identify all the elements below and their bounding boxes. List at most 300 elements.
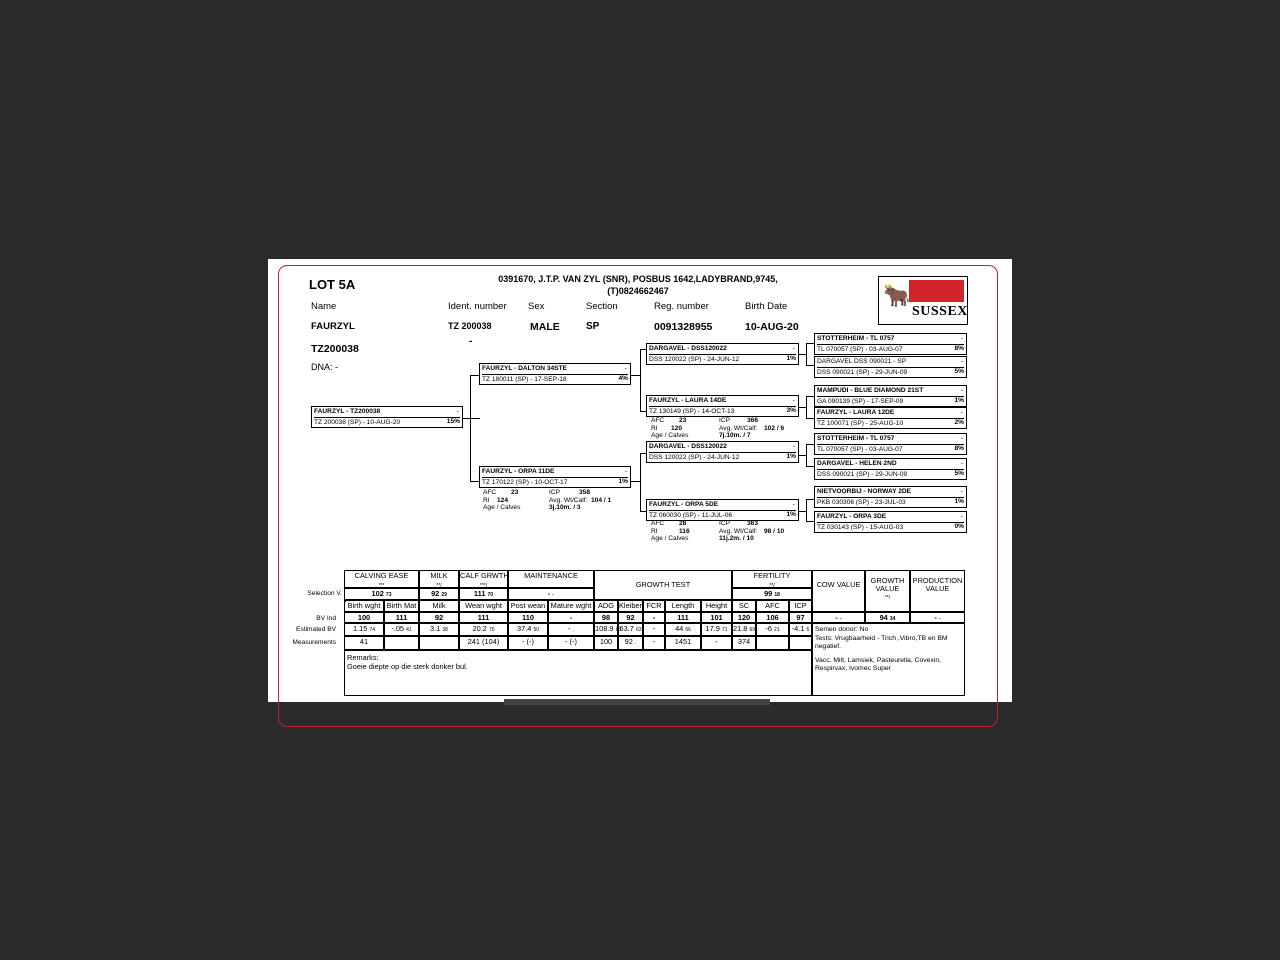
pedigree-pct: 8% — [954, 445, 964, 452]
pedigree-sire-dam — [646, 395, 799, 417]
header-reg: Reg. number — [654, 301, 709, 312]
animal-birth: 10-AUG-20 — [745, 321, 799, 333]
connector-line — [806, 521, 814, 522]
group-calf-growth — [459, 570, 508, 588]
group-title: GROWTH TEST — [635, 580, 691, 589]
ebv-value: 37.4 — [516, 624, 532, 633]
pedigree-pct: 1% — [954, 498, 964, 505]
vaccination-text: Vacc. Milt, Lamsiek, Pasteurella, Covexin, Respirvax, Ivomec Super — [815, 656, 942, 672]
stat-afc-value: 23 — [511, 489, 519, 496]
selection-sub: 70 — [487, 592, 494, 598]
pedigree-dash: - — [960, 460, 963, 467]
stat-avg-value: 104 / 1 — [591, 496, 612, 504]
pedigree-pct: 1% — [786, 453, 796, 460]
ebv-cell-4 — [508, 623, 548, 636]
selection-value: 92 — [431, 589, 440, 598]
ebv-cell-5 — [548, 623, 594, 636]
pedigree-dash: - — [960, 409, 963, 416]
ebv-value: 20.2 — [472, 624, 487, 633]
pedigree-name: FAURZYL - LAURA 12DE — [817, 409, 895, 416]
meas-cell-1 — [384, 636, 419, 650]
ebv-value: -6 — [765, 624, 772, 633]
stat-avg-label: Avg. Wt/Calf: — [719, 527, 758, 535]
pedigree-pct: 4% — [618, 375, 628, 382]
group-stars: ***/ — [479, 583, 488, 589]
pedigree-pct: 1% — [954, 397, 964, 404]
ebv-sub: 6 — [806, 627, 810, 633]
ebv-value: 21.8 — [733, 624, 748, 633]
meas-cell-5 — [548, 636, 594, 650]
selection-value: 111 — [473, 589, 486, 598]
stat-age-label: Age / Calves — [651, 432, 689, 440]
group-growth-value — [865, 570, 910, 612]
bull-head-icon: 🐂 — [883, 283, 911, 308]
bv-cell-5: - — [548, 612, 594, 623]
bottom-strip — [504, 699, 770, 705]
connector-line — [806, 418, 814, 419]
pedigree-self — [311, 406, 463, 428]
ebv-cell-11 — [732, 623, 756, 636]
ebv-value: 3.1 — [430, 624, 441, 633]
ebv-cell-3 — [459, 623, 508, 636]
ebv-cell-13 — [789, 623, 812, 636]
pedigree-ggp-4 — [814, 407, 967, 429]
selection-calving — [344, 588, 419, 600]
cow-value-cell — [812, 612, 865, 623]
pedigree-detail: TZ 130149 (SP) - 14-OCT-13 — [649, 406, 796, 417]
stat-icp-value: 358 — [579, 489, 591, 496]
meas-value: - (-) — [522, 637, 534, 646]
pedigree-dash: - — [960, 387, 963, 394]
connector-line — [462, 418, 480, 419]
pedigree-detail: TZ 200038 (SP) - 10-AUG-20 — [314, 417, 460, 428]
pedigree-dash: - — [792, 443, 795, 450]
stat-age-value: 7j.10m. / 7 — [719, 432, 751, 440]
remarks-box — [344, 650, 812, 696]
group-title: CALF GRWTH — [460, 571, 509, 580]
group-calving-ease — [344, 570, 419, 588]
pedigree-detail: TZ 100071 (SP) - 25-AUG-10 — [817, 418, 964, 429]
stat-icp-label: ICP — [549, 489, 560, 496]
col-header-11: SC — [732, 600, 756, 612]
pedigree-ggp-5 — [814, 433, 967, 455]
connector-line — [470, 375, 471, 481]
selection-sub: - — [552, 592, 555, 598]
meas-value: - (-) — [565, 637, 577, 646]
ebv-sub: 63 — [635, 627, 642, 633]
header-section: Section — [586, 301, 618, 312]
connector-line — [640, 349, 641, 411]
pedigree-dash: - — [960, 513, 963, 520]
pedigree-pct: 3% — [786, 407, 796, 414]
pedigree-detail: TZ 170122 (SP) - 10-OCT-17 — [482, 477, 628, 488]
meas-cell-6 — [594, 636, 618, 650]
stat-ri-value: 116 — [679, 527, 690, 535]
pedigree-name: DARGAVEL - DSS120022 — [649, 443, 727, 450]
stat-age-value: 11j.2m. / 10 — [719, 535, 754, 543]
stat-ri-value: 124 — [497, 496, 509, 504]
pedigree-dash: - — [624, 365, 627, 372]
pedigree-pct: 1% — [786, 355, 796, 362]
animal-section: SP — [586, 321, 600, 332]
col-header-6: ADG — [594, 600, 618, 612]
connector-line — [806, 365, 814, 366]
col-header-8: FCR — [643, 600, 665, 612]
stat-icp-label: ICP — [719, 417, 730, 424]
ebv-cell-9 — [665, 623, 701, 636]
meas-sub: . — [634, 640, 637, 646]
connector-line — [806, 444, 814, 445]
owner-line-1: 0391670, J.T.P. VAN ZYL (SNR), POSBUS 1642,LADYBRAND,9745, — [498, 274, 778, 284]
stat-icp-label: ICP — [719, 520, 730, 527]
bv-cell-9: 111 — [665, 612, 701, 623]
col-header-1: Birth Mat — [384, 600, 419, 612]
stat-afc-label: AFC — [651, 417, 665, 424]
dam-stats — [483, 489, 623, 513]
cow-value-sub: - — [839, 616, 842, 622]
owner-line-2: (T)0824662467 — [607, 286, 669, 296]
sussex-logo — [878, 276, 968, 325]
connector-line — [806, 499, 807, 521]
ebv-sub: 50 — [533, 627, 539, 633]
pedigree-detail: TZ 060030 (SP) - 11-JUL-06 — [649, 510, 796, 521]
pedigree-dash: - — [456, 408, 459, 415]
tests-text: Tests: Vrugbaarheid - Trich ,Vibro,TB en BM negatief. — [815, 634, 948, 650]
group-stars: **/ — [769, 583, 775, 589]
production-value-sub: - — [938, 616, 941, 622]
ebv-cell-7 — [615, 623, 643, 636]
pedigree-name: FAURZYL - ORPA 5DE — [649, 501, 719, 508]
stat-afc-value: 28 — [679, 520, 687, 527]
animal-ident: TZ 200038 — [448, 321, 492, 331]
ebv-value: 1.15 — [352, 624, 368, 633]
ebv-sub: 38 — [442, 627, 448, 633]
selection-value: - — [547, 589, 551, 598]
stat-age-value: 3j.10m. / 3 — [549, 504, 581, 512]
group-production-value — [910, 570, 965, 612]
ebv-value: 44 — [675, 624, 684, 633]
pedigree-pct: 2% — [954, 419, 964, 426]
notes-box — [812, 623, 965, 696]
remarks-text: Goeie diepte op die sterk donker bul. — [347, 662, 468, 671]
bv-cell-11: 120 — [732, 612, 756, 623]
pedigree-dash: - — [792, 397, 795, 404]
ebv-value: -4.1 — [791, 624, 805, 633]
selection-maint — [508, 588, 594, 600]
meas-value: - — [652, 637, 656, 646]
ebv-value: - — [652, 624, 656, 633]
connector-line — [798, 511, 806, 512]
meas-value: 41 — [359, 637, 369, 646]
pedigree-detail: DSS 090021 (SP) - 29-JUN-09 — [817, 367, 964, 378]
stat-ri-value: 120 — [671, 424, 683, 432]
selection-milk — [419, 588, 459, 600]
group-stars: *** — [378, 583, 385, 589]
stat-afc-label: AFC — [483, 489, 497, 496]
col-header-13: ICP — [789, 600, 812, 612]
pedigree-name: FAURZYL - ORPA 11DE — [482, 468, 555, 475]
pedigree-pct: 5% — [954, 470, 964, 477]
pedigree-ggp-2 — [814, 356, 967, 378]
pedigree-name: STOTTERHEIM - TL 0757 — [817, 435, 895, 442]
bv-cell-7: 92 — [618, 612, 643, 623]
row-label-ebv: Estimated BV — [296, 626, 336, 633]
ebv-value: 108.9 — [595, 624, 614, 633]
group-title: FERTILITY — [753, 571, 791, 580]
col-header-2: Milk — [419, 600, 459, 612]
animal-name: FAURZYL — [311, 321, 355, 332]
pedigree-detail: DSS 120022 (SP) - 24-JUN-12 — [649, 452, 796, 463]
pedigree-name: FAURZYL - ORPA 3DE — [817, 513, 887, 520]
ebv-sub: 66 — [685, 627, 691, 633]
meas-cell-0 — [344, 636, 384, 650]
pedigree-dash: - — [960, 435, 963, 442]
meas-value: 100 — [599, 637, 613, 646]
selection-sub: 29 — [441, 592, 447, 598]
bv-cell-13: 97 — [789, 612, 812, 623]
group-maintenance — [508, 570, 594, 588]
ebv-cell-12 — [756, 623, 789, 636]
stat-age-label: Age / Calves — [483, 504, 521, 512]
group-title: PRODUCTION VALUE — [912, 576, 963, 593]
meas-value: - — [715, 637, 718, 646]
owner-info — [468, 273, 808, 297]
logo-text: SUSSEX — [912, 304, 968, 319]
pedigree-dash: - — [960, 358, 963, 365]
ebv-cell-1 — [384, 623, 419, 636]
pedigree-name: FAURZYL - LAURA 14DE — [649, 397, 727, 404]
sire-dam-stats — [651, 417, 796, 441]
meas-value: 374 — [737, 637, 751, 646]
growth-value-sub: 34 — [889, 616, 896, 622]
pedigree-name: DARGAVEL - HELEN 2ND — [817, 460, 897, 467]
connector-line — [630, 375, 640, 376]
group-milk — [419, 570, 459, 588]
group-title: CALVING EASE — [354, 571, 409, 580]
pedigree-ggp-8 — [814, 511, 967, 533]
bv-cell-0: 100 — [344, 612, 384, 623]
group-cow-value — [812, 570, 865, 612]
meas-value: 241 (104) — [467, 637, 500, 646]
selection-value: 102 — [371, 589, 384, 598]
ebv-sub: 74 — [369, 627, 375, 633]
connector-line — [806, 396, 814, 397]
connector-line — [806, 444, 807, 466]
lot-number: LOT 5A — [309, 277, 356, 292]
connector-line — [630, 481, 640, 482]
pedigree-detail: GA 090139 (SP) - 17-SEP-09 — [817, 396, 964, 407]
pedigree-sire-sire — [646, 343, 799, 365]
pedigree-name: DARGAVEL - DSS120022 — [649, 345, 727, 352]
connector-line — [798, 455, 806, 456]
pedigree-sheet — [268, 259, 1012, 702]
pedigree-dash: - — [792, 501, 795, 508]
meas-value: 1451 — [674, 637, 692, 646]
animal-dna: DNA: - — [311, 362, 338, 372]
ebv-sub: 69 — [749, 627, 756, 633]
selection-fert — [732, 588, 812, 600]
connector-line — [798, 354, 806, 355]
group-title: MILK — [430, 571, 448, 580]
ebv-sub: 71 — [721, 627, 728, 633]
stat-ri-label: RI — [651, 424, 658, 432]
ebv-value: 17.9 — [705, 624, 720, 633]
header-birth: Birth Date — [745, 301, 788, 312]
meas-value: 92 — [624, 637, 633, 646]
connector-line — [806, 343, 814, 344]
row-label-selection: Selection V. — [307, 590, 342, 597]
row-label-bv: BV Ind — [316, 615, 336, 622]
col-header-5: Mature wght — [548, 600, 594, 612]
pedigree-name: DARGAVEL DSS 090021 - SP — [817, 358, 907, 365]
ebv-value: 63.7 — [619, 624, 634, 633]
pedigree-detail: TZ 180011 (SP) - 17-SEP-18 — [482, 374, 628, 385]
selection-sub: 18 — [774, 592, 780, 598]
connector-line — [806, 499, 814, 500]
group-title: GROWTH VALUE — [870, 576, 905, 593]
logo-red-band — [909, 280, 964, 302]
pedigree-pct: 1% — [618, 478, 628, 485]
group-title: COW VALUE — [816, 580, 861, 589]
meas-cell-3 — [459, 636, 508, 650]
stat-icp-value: 363 — [747, 520, 759, 527]
pedigree-dam — [479, 466, 631, 488]
meas-cell-10 — [701, 636, 732, 650]
col-header-12: AFC — [756, 600, 789, 612]
row-label-meas: Measurements — [292, 639, 336, 646]
stat-afc-value: 23 — [679, 417, 687, 424]
stat-avg-label: Avg. Wt/Calf: — [719, 424, 758, 432]
ebv-cell-2 — [419, 623, 459, 636]
pedigree-pct: 0% — [954, 523, 964, 530]
pedigree-detail: DSS 090021 (SP) - 29-JUN-09 — [817, 469, 964, 480]
group-growth-test — [594, 570, 732, 600]
pedigree-dam-dam — [646, 499, 799, 521]
dam-dam-stats — [651, 520, 796, 544]
animal-reg: 0091328955 — [654, 321, 713, 333]
stat-avg-value: 98 / 10 — [764, 527, 785, 535]
meas-cell-11 — [732, 636, 756, 650]
meas-cell-2 — [419, 636, 459, 650]
connector-line — [806, 343, 807, 365]
connector-line — [806, 466, 814, 467]
stat-avg-label: Avg. Wt/Calf: — [549, 496, 588, 504]
pedigree-ggp-1 — [814, 333, 967, 355]
meas-cell-9 — [665, 636, 701, 650]
stat-ri-label: RI — [651, 527, 658, 535]
pedigree-ggp-3 — [814, 385, 967, 407]
production-value-cell — [910, 612, 965, 623]
bv-cell-2: 92 — [419, 612, 459, 623]
bv-cell-6: 98 — [594, 612, 618, 623]
growth-value-cell — [865, 612, 910, 623]
ebv-sub: . — [572, 627, 574, 633]
stat-icp-value: 366 — [747, 417, 759, 424]
pedigree-detail: TL 070057 (SP) - 03-AUG-07 — [817, 444, 964, 455]
pedigree-dash: - — [792, 345, 795, 352]
group-stars: **/ — [884, 595, 891, 601]
semen-donor: Semen donor: No — [815, 626, 869, 633]
pedigree-detail: TZ 030143 (SP) - 15-AUG-03 — [817, 522, 964, 533]
selection-calf — [459, 588, 508, 600]
pedigree-dash: - — [624, 468, 627, 475]
connector-line — [640, 453, 641, 511]
remarks-label: Remarks: — [347, 653, 379, 662]
cow-value: - — [835, 613, 838, 622]
ebv-sub: 70 — [488, 627, 495, 633]
animal-sex: MALE — [530, 321, 560, 333]
meas-cell-7 — [618, 636, 643, 650]
pedigree-name: FAURZYL - TZ200038 — [314, 408, 381, 415]
ebv-sub: 21 — [774, 627, 780, 633]
col-header-0: Birth wght — [344, 600, 384, 612]
ebv-sub: 63 — [615, 627, 622, 633]
pedigree-sire — [479, 363, 631, 385]
pedigree-detail: TL 070057 (SP) - 03-AUG-07 — [817, 344, 964, 355]
header-name: Name — [311, 301, 337, 312]
bv-cell-10: 101 — [701, 612, 732, 623]
selection-sub: 73 — [385, 592, 392, 598]
connector-line — [806, 396, 807, 418]
ebv-value: -.05 — [391, 624, 405, 633]
animal-ident-sub: - — [469, 336, 473, 347]
ebv-value: - — [568, 624, 571, 633]
selection-value: 99 — [764, 589, 773, 598]
growth-value: 94 — [879, 613, 888, 622]
pedigree-name: NIETVOORBIJ - NORWAY 2DE — [817, 488, 912, 495]
animal-code: TZ200038 — [311, 343, 359, 355]
col-header-10: Height — [701, 600, 732, 612]
meas-cell-4 — [508, 636, 548, 650]
pedigree-ggp-7 — [814, 486, 967, 508]
header-ident: Ident. number — [448, 301, 507, 312]
pedigree-pct: 5% — [954, 368, 964, 375]
stat-avg-value: 102 / 6 — [764, 424, 785, 432]
stat-afc-label: AFC — [651, 520, 665, 527]
header-sex: Sex — [528, 301, 545, 312]
meas-cell-13 — [789, 636, 812, 650]
group-stars: **/ — [436, 583, 442, 589]
connector-line — [798, 407, 806, 408]
pedigree-detail: DSS 120022 (SP) - 24-JUN-12 — [649, 354, 796, 365]
stat-age-label: Age / Calves — [651, 535, 689, 543]
col-header-7: Kleiber — [619, 601, 643, 610]
pedigree-pct: 8% — [954, 345, 964, 352]
group-title: MAINTENANCE — [524, 571, 578, 580]
bv-cell-3: 111 — [459, 612, 508, 623]
meas-cell-8 — [643, 636, 665, 650]
ebv-cell-10 — [701, 623, 732, 636]
ebv-cell-6 — [594, 623, 622, 636]
bv-cell-8: - — [643, 612, 665, 623]
pedigree-dash: - — [960, 335, 963, 342]
pedigree-dam-sire — [646, 441, 799, 463]
pedigree-detail: PKB 030306 (SP) - 23-JUL-03 — [817, 497, 964, 508]
col-header-4: Post wean — [508, 600, 548, 612]
pedigree-pct: 15% — [446, 418, 460, 425]
pedigree-name: STOTTERHEIM - TL 0757 — [817, 335, 895, 342]
pedigree-dash: - — [960, 488, 963, 495]
stat-ri-label: RI — [483, 496, 490, 504]
ebv-sub: 41 — [406, 627, 412, 633]
meas-cell-12 — [756, 636, 789, 650]
pedigree-pct: 1% — [786, 511, 796, 518]
bv-cell-1: 111 — [384, 612, 419, 623]
pedigree-ggp-6 — [814, 458, 967, 480]
ebv-cell-0 — [344, 623, 384, 636]
bv-cell-12: 106 — [756, 612, 789, 623]
col-header-3: Wean wght — [459, 600, 508, 612]
